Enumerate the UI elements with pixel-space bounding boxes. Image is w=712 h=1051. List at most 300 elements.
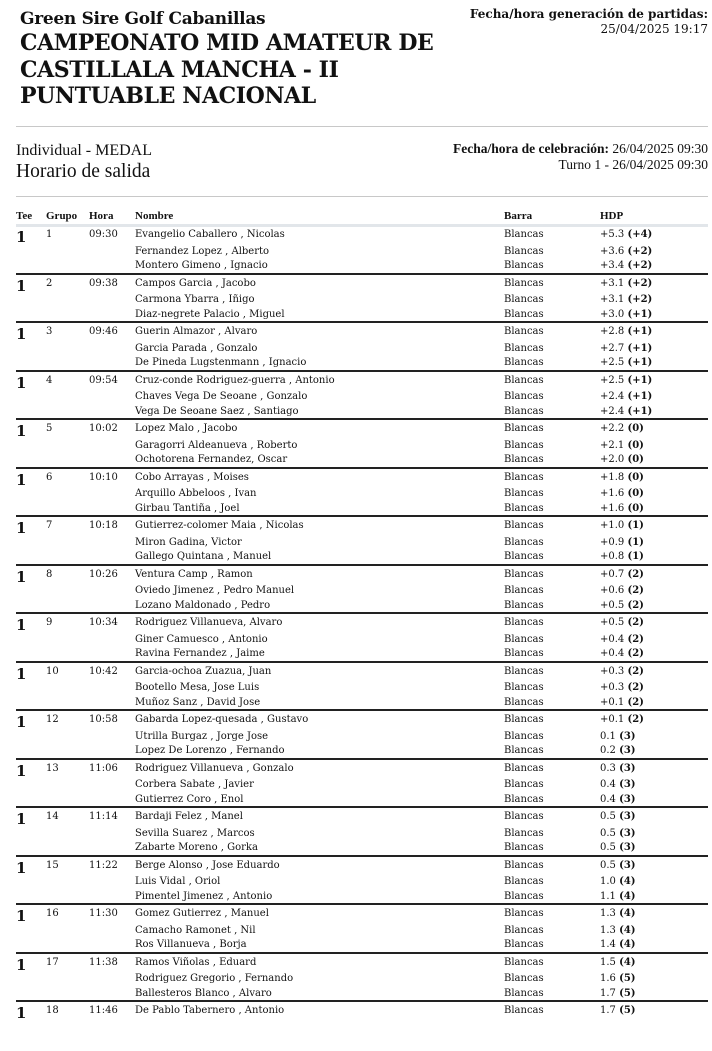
tee-box: Blancas [504, 793, 544, 805]
group-number: 3 [46, 326, 53, 337]
player-row [16, 939, 708, 953]
handicap [600, 503, 644, 514]
tee-box: Blancas [504, 294, 544, 305]
tee-time: 10:58 [89, 714, 118, 725]
player-name: Oviedo Jimenez , Pedro Manuel [135, 585, 295, 596]
tee-number: 1 [16, 470, 27, 489]
tee-box: Blancas [504, 648, 544, 659]
tee-box: Blancas [504, 633, 544, 645]
tee-time: 11:06 [89, 762, 118, 774]
player-row [16, 537, 708, 551]
player-name: Berge Alonso , Jose Eduardo [135, 859, 280, 871]
group-number: 10 [46, 665, 59, 677]
handicap-index: 0.5 [600, 811, 616, 822]
tee-box: Blancas [504, 973, 544, 984]
player-row [16, 697, 708, 711]
handicap-index: +2.5 [600, 374, 625, 386]
tee-box: Blancas [504, 908, 544, 919]
handicap [600, 309, 652, 320]
handicap [600, 957, 636, 968]
playing-handicap: (2) [627, 682, 644, 693]
tee-time: 09:46 [89, 326, 118, 337]
playing-handicap: (2) [627, 633, 644, 645]
tee-box: Blancas [504, 599, 544, 611]
handicap-index: 1.7 [600, 1005, 616, 1016]
player-name: Miron Gadina, Victor [135, 536, 242, 548]
tee-time: 10:34 [89, 617, 118, 628]
handicap [600, 939, 636, 950]
player-row [16, 745, 708, 759]
tee-box: Blancas [504, 762, 544, 774]
tee-group [16, 1002, 708, 1051]
handicap [600, 697, 644, 708]
tee-box: Blancas [504, 520, 544, 531]
handicap-index: +2.4 [600, 405, 625, 417]
player-row [16, 423, 708, 437]
handicap [600, 294, 652, 305]
tee-group [16, 275, 708, 324]
group-number: 13 [46, 762, 59, 774]
tee-group [16, 905, 708, 954]
handicap-index: +1.8 [600, 471, 625, 483]
group-number: 8 [46, 568, 53, 580]
group-number: 17 [46, 956, 59, 968]
player-row [16, 309, 708, 323]
player-row [16, 763, 708, 777]
handicap [600, 666, 644, 677]
tee-box: Blancas [504, 502, 544, 514]
tee-time: 10:42 [89, 665, 118, 677]
player-row [16, 648, 708, 662]
group-number: 18 [46, 1005, 59, 1016]
playing-handicap: (+2) [627, 294, 653, 305]
player-row [16, 811, 708, 825]
playing-handicap: (2) [627, 599, 644, 611]
handicap [600, 731, 636, 742]
handicap [600, 278, 652, 289]
tee-box: Blancas [504, 439, 544, 451]
player-name: Gutierrez-colomer Maia , Nicolas [135, 520, 304, 531]
tee-number: 1 [16, 519, 27, 537]
player-row [16, 503, 708, 517]
tee-box: Blancas [504, 876, 544, 887]
tee-box: Blancas [504, 391, 544, 402]
player-row [16, 891, 708, 905]
celebration-info [453, 141, 708, 173]
playing-handicap: (+1) [627, 326, 653, 337]
tee-time: 11:30 [89, 908, 118, 919]
tee-time: 09:30 [89, 229, 118, 240]
player-name: Utrilla Burgaz , Jorge Jose [135, 730, 269, 742]
tee-box: Blancas [504, 585, 544, 596]
handicap-index: 1.3 [600, 924, 616, 936]
group-number: 6 [46, 471, 53, 483]
player-row [16, 520, 708, 534]
column-header-hdp: HDP [600, 210, 624, 222]
player-row [16, 246, 708, 260]
player-name: Carmona Ybarra , Iñigo [135, 294, 255, 305]
handicap-index: 0.5 [600, 827, 616, 839]
tee-group [16, 469, 708, 518]
playing-handicap: (2) [627, 665, 644, 677]
player-name: Gabarda Lopez-quesada , Gustavo [135, 714, 309, 725]
handicap [600, 925, 636, 936]
group-number: 1 [46, 229, 53, 240]
tee-box: Blancas [504, 842, 544, 853]
tee-box: Blancas [504, 987, 544, 999]
tee-box: Blancas [504, 488, 544, 499]
playing-handicap: (3) [619, 779, 636, 790]
handicap-index: +1.0 [600, 520, 625, 531]
handicap-index: +1.6 [600, 488, 625, 499]
group-number: 12 [46, 714, 59, 725]
handicap [600, 551, 644, 562]
handicap [600, 634, 644, 645]
turn-info: Turno 1 - 26/04/2025 09:30 [558, 157, 708, 172]
tee-time: 11:14 [89, 811, 118, 822]
player-row [16, 779, 708, 793]
column-header-hora: Hora [89, 210, 114, 222]
column-header-nombre: Nombre [135, 210, 174, 222]
playing-handicap: (0) [627, 488, 644, 499]
tee-box: Blancas [504, 779, 544, 790]
handicap [600, 876, 636, 887]
tee-box: Blancas [504, 745, 544, 756]
playing-handicap: (1) [627, 520, 644, 531]
handicap-index: +2.1 [600, 439, 625, 451]
tee-time: 09:54 [89, 374, 118, 386]
column-header-barra: Barra [504, 210, 533, 222]
player-row [16, 406, 708, 420]
page-subtitle: Horario de salida [16, 161, 151, 182]
tee-box: Blancas [504, 342, 544, 354]
player-row [16, 375, 708, 389]
handicap [600, 569, 644, 580]
playing-handicap: (2) [627, 696, 644, 708]
handicap-index: +0.4 [600, 633, 625, 645]
tee-time: 10:02 [89, 423, 118, 434]
tee-box: Blancas [504, 568, 544, 580]
handicap [600, 357, 652, 368]
handicap [600, 682, 644, 693]
player-row [16, 278, 708, 292]
playing-handicap: (3) [619, 730, 636, 742]
tee-number: 1 [16, 810, 27, 828]
tee-box: Blancas [504, 859, 544, 871]
handicap-index: +3.1 [600, 277, 625, 289]
player-name: Vega De Seoane Saez , Santiago [135, 405, 299, 417]
player-name: Ballesteros Blanco , Alvaro [135, 987, 272, 999]
tee-box: Blancas [504, 665, 544, 677]
column-header-tee: Tee [16, 210, 33, 222]
tee-group [16, 517, 708, 566]
playing-handicap: (3) [619, 745, 636, 756]
player-name: De Pablo Tabernero , Antonio [135, 1005, 285, 1016]
tee-box: Blancas [504, 308, 544, 320]
player-row [16, 357, 708, 371]
handicap [600, 375, 652, 386]
handicap-index: +1.6 [600, 502, 625, 514]
player-row [16, 731, 708, 745]
playing-handicap: (5) [619, 973, 636, 984]
playing-handicap: (3) [619, 842, 636, 853]
tee-time: 10:10 [89, 471, 118, 483]
player-row [16, 343, 708, 357]
tee-box: Blancas [504, 939, 544, 950]
handicap [600, 585, 644, 596]
playing-handicap: (4) [619, 956, 636, 968]
playing-handicap: (+1) [627, 342, 653, 354]
playing-handicap: (+1) [627, 405, 653, 417]
playing-handicap: (3) [619, 762, 636, 774]
tee-number: 1 [16, 616, 27, 634]
playing-handicap: (4) [619, 939, 636, 950]
tee-time: 11:38 [89, 956, 118, 968]
divider [16, 196, 708, 197]
player-name: Cobo Arrayas , Moises [135, 471, 249, 483]
player-name: Rodriguez Villanueva , Gonzalo [135, 762, 294, 774]
player-row [16, 794, 708, 808]
group-number: 5 [46, 423, 53, 434]
tee-box: Blancas [504, 245, 544, 257]
player-name: Evangelio Caballero , Nicolas [135, 229, 285, 240]
tee-number: 1 [16, 664, 27, 683]
player-name: Gomez Gutierrez , Manuel [135, 908, 269, 919]
group-number: 4 [46, 374, 53, 386]
player-name: Girbau Tantiña , Joel [135, 502, 240, 514]
handicap [600, 860, 636, 871]
handicap-index: 0.5 [600, 859, 616, 871]
player-row [16, 925, 708, 939]
player-row [16, 714, 708, 728]
handicap-index: +0.9 [600, 536, 625, 548]
handicap-index: +0.7 [600, 568, 625, 580]
handicap-index: 1.4 [600, 939, 616, 950]
player-name: Campos Garcia , Jacobo [135, 277, 256, 289]
playing-handicap: (3) [619, 859, 636, 871]
playing-handicap: (+2) [627, 277, 653, 289]
player-row [16, 828, 708, 842]
celebration-value: 26/04/2025 09:30 [612, 141, 708, 156]
tee-number: 1 [16, 907, 27, 925]
player-name: Ravina Fernandez , Jaime [135, 648, 265, 659]
handicap-index: +3.1 [600, 294, 625, 305]
tee-box: Blancas [504, 454, 544, 465]
handicap [600, 973, 636, 984]
club-name: Green Sire Golf Cabanillas [20, 9, 266, 29]
playing-handicap: (2) [627, 714, 644, 725]
player-name: Arquillo Abbeloos , Ivan [135, 488, 257, 499]
playing-handicap: (0) [627, 423, 644, 434]
player-row [16, 908, 708, 922]
playing-handicap: (2) [627, 568, 644, 580]
tee-group [16, 760, 708, 809]
tee-box: Blancas [504, 682, 544, 693]
playing-handicap: (+1) [627, 357, 653, 368]
tournament-title: CAMPEONATO MID AMATEUR DE CASTILLALA MANCHA - II PUNTUABLE NACIONAL [20, 30, 434, 109]
tee-group [16, 663, 708, 712]
player-name: Rodriguez Villanueva, Alvaro [135, 617, 283, 628]
handicap-index: 1.7 [600, 987, 616, 999]
player-name: Garcia-ochoa Zuazua, Juan [135, 665, 272, 677]
playing-handicap: (+2) [627, 260, 653, 271]
celebration-label: Fecha/hora de celebración: [453, 141, 609, 156]
tee-number: 1 [16, 228, 27, 246]
player-name: Camacho Ramonet , Nil [135, 924, 256, 936]
handicap-index: 0.2 [600, 745, 616, 756]
tee-box: Blancas [504, 730, 544, 742]
player-row [16, 617, 708, 631]
generation-value: 25/04/2025 19:17 [600, 22, 708, 36]
player-name: Ochotorena Fernandez, Oscar [135, 454, 288, 465]
handicap-index: 1.6 [600, 973, 616, 984]
handicap [600, 745, 636, 756]
handicap-index: 0.3 [600, 762, 616, 774]
tee-box: Blancas [504, 229, 544, 240]
tee-box: Blancas [504, 714, 544, 725]
playing-handicap: (1) [627, 551, 644, 562]
handicap-index: +2.7 [600, 342, 625, 354]
player-name: Garcia Parada , Gonzalo [135, 342, 258, 354]
tee-number: 1 [16, 276, 27, 295]
player-name: Gallego Quintana , Manuel [135, 551, 272, 562]
group-number: 15 [46, 859, 59, 871]
generation-label: Fecha/hora generación de partidas: [469, 7, 708, 21]
player-row [16, 569, 708, 583]
playing-handicap: (3) [619, 827, 636, 839]
tee-box: Blancas [504, 956, 544, 968]
playing-handicap: (3) [619, 811, 636, 822]
player-row [16, 600, 708, 614]
playing-handicap: (+2) [627, 245, 653, 257]
player-name: Montero Gimeno , Ignacio [135, 260, 268, 271]
handicap-index: +2.4 [600, 391, 625, 402]
tee-group [16, 954, 708, 1003]
handicap [600, 343, 652, 354]
player-name: Chaves Vega De Seoane , Gonzalo [135, 391, 308, 402]
tee-box: Blancas [504, 890, 544, 902]
tee-time-table [16, 226, 708, 1051]
player-row [16, 260, 708, 274]
tee-box: Blancas [504, 374, 544, 386]
player-name: Rodriguez Gregorio , Fernando [135, 973, 294, 984]
player-row [16, 957, 708, 971]
handicap-index: +0.1 [600, 696, 625, 708]
tee-number: 1 [16, 567, 27, 586]
handicap [600, 828, 636, 839]
tee-group [16, 226, 708, 275]
handicap [600, 988, 636, 999]
tee-number: 1 [16, 761, 27, 780]
tee-box: Blancas [504, 696, 544, 708]
handicap [600, 440, 644, 451]
table-header [16, 210, 708, 227]
player-name: Pimentel Jimenez , Antonio [135, 890, 273, 902]
handicap-index: +5.3 [600, 229, 625, 240]
tee-number: 1 [16, 858, 27, 877]
player-name: De Pineda Lugstenmann , Ignacio [135, 357, 307, 368]
tee-group [16, 711, 708, 760]
tee-time: 10:18 [89, 520, 118, 531]
tee-time: 11:46 [89, 1005, 118, 1016]
player-row [16, 294, 708, 308]
playing-handicap: (+1) [627, 391, 653, 402]
player-row [16, 842, 708, 856]
tee-number: 1 [16, 713, 27, 731]
handicap [600, 406, 652, 417]
handicap-index: 0.5 [600, 842, 616, 853]
player-name: Bardaji Felez , Manel [135, 811, 243, 822]
player-name: Fernandez Lopez , Alberto [135, 245, 270, 257]
player-row [16, 440, 708, 454]
player-name: Cruz-conde Rodriguez-guerra , Antonio [135, 374, 335, 386]
handicap-index: 1.5 [600, 956, 616, 968]
handicap [600, 779, 636, 790]
tee-group [16, 323, 708, 372]
playing-handicap: (3) [619, 793, 636, 805]
handicap-index: +0.1 [600, 714, 625, 725]
tee-box: Blancas [504, 423, 544, 434]
handicap [600, 520, 644, 531]
handicap-index: +2.2 [600, 423, 625, 434]
tee-box: Blancas [504, 405, 544, 417]
player-name: Giner Camuesco , Antonio [135, 633, 268, 645]
playing-handicap: (2) [627, 648, 644, 659]
player-row [16, 973, 708, 987]
handicap-index: +0.8 [600, 551, 625, 562]
tee-box: Blancas [504, 536, 544, 548]
playing-handicap: (4) [619, 924, 636, 936]
player-row [16, 682, 708, 696]
playing-handicap: (2) [627, 617, 644, 628]
tee-group [16, 857, 708, 906]
playing-handicap: (2) [627, 585, 644, 596]
handicap [600, 908, 636, 919]
tee-time: 09:38 [89, 277, 118, 289]
tee-number: 1 [16, 955, 27, 974]
handicap-index: 1.1 [600, 890, 616, 902]
handicap-index: 0.4 [600, 779, 616, 790]
player-name: Corbera Sabate , Javier [135, 779, 254, 790]
handicap-index: +2.5 [600, 357, 625, 368]
player-row [16, 876, 708, 890]
playing-handicap: (0) [627, 502, 644, 514]
tee-box: Blancas [504, 471, 544, 483]
player-name: Ros Villanueva , Borja [135, 939, 247, 950]
handicap-index: +0.6 [600, 585, 625, 596]
tee-group [16, 566, 708, 615]
handicap [600, 714, 644, 725]
group-number: 2 [46, 277, 53, 289]
tee-group [16, 420, 708, 469]
playing-handicap: (+1) [627, 308, 653, 320]
tee-number: 1 [16, 422, 27, 440]
handicap [600, 391, 652, 402]
handicap [600, 229, 652, 240]
player-name: Sevilla Suarez , Marcos [135, 827, 255, 839]
player-row [16, 988, 708, 1002]
tee-group [16, 808, 708, 857]
player-name: Luis Vidal , Oriol [135, 876, 221, 887]
player-row [16, 229, 708, 243]
playing-handicap: (+4) [627, 229, 653, 240]
tee-box: Blancas [504, 1005, 544, 1016]
tee-time: 10:26 [89, 568, 118, 580]
player-name: Lozano Maldonado , Pedro [135, 599, 271, 611]
tee-box: Blancas [504, 260, 544, 271]
handicap-index: +0.5 [600, 617, 625, 628]
player-row [16, 472, 708, 486]
